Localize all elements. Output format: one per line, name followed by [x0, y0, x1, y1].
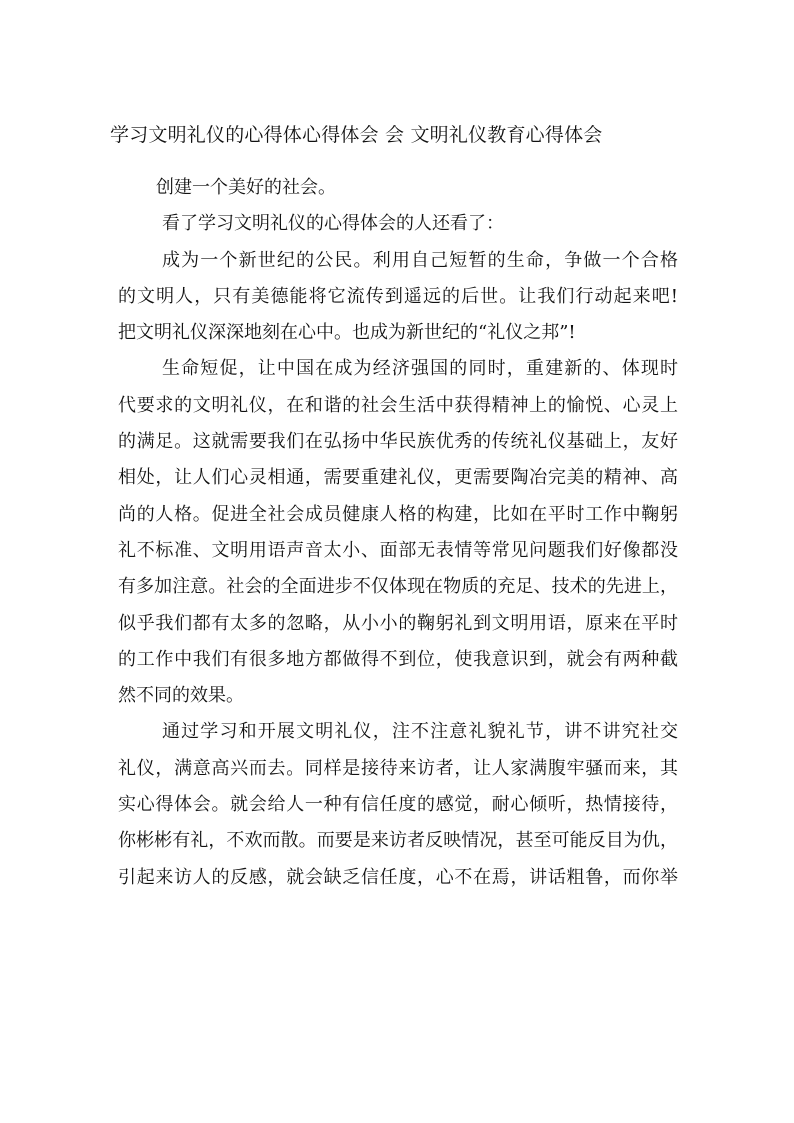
paragraph-line: 把文明礼仪深深地刻在心中。也成为新世纪的“礼仪之邦”!: [118, 322, 576, 344]
paragraph-line: 通过学习和开展文明礼仪，注不注意礼貌礼节，讲不讲究社交: [162, 721, 678, 743]
paragraph-line: 引起来访人的反感，就会缺乏信任度，心不在焉，讲话粗鲁，而你举: [118, 866, 678, 888]
paragraph-line: 的工作中我们有很多地方都做得不到位，使我意识到，就会有两种截: [118, 648, 678, 670]
paragraph-line: 实心得体会。就会给人一种有信任度的感觉，耐心倾听，热情接待，: [118, 794, 678, 816]
paragraph-line: 你彬彬有礼，不欢而散。而要是来访者反映情况，甚至可能反目为仇，: [118, 830, 678, 852]
paragraph-line: 礼不标准、文明用语声音太小、面部无表情等常见问题我们好像都没: [118, 539, 678, 561]
paragraph-line: 相处，让人们心灵相通，需要重建礼仪，更需要陶冶完美的精神、高: [118, 467, 678, 489]
paragraph-line: 的满足。这就需要我们在弘扬中华民族优秀的传统礼仪基础上，友好: [118, 431, 678, 453]
paragraph-line: 礼仪，满意高兴而去。同样是接待来访者，让人家满腹牢骚而来，其: [118, 757, 678, 779]
paragraph-line: 创建一个美好的社会。: [156, 177, 336, 198]
paragraph-line: 有多加注意。社会的全面进步不仅体现在物质的充足、技术的先进上，: [118, 576, 678, 598]
paragraph-line: 代要求的文明礼仪，在和谐的社会生活中获得精神上的愉悦、心灵上: [118, 394, 678, 416]
paragraph-line: 尚的人格。促进全社会成员健康人格的构建，比如在平时工作中鞠躬: [118, 503, 678, 525]
paragraph-line: 的文明人，只有美德能将它流传到遥远的后世。让我们行动起来吧!: [118, 285, 678, 307]
paragraph-line: 然不同的效果。: [118, 685, 244, 707]
paragraph-line: 似乎我们都有太多的忽略，从小小的鞠躬礼到文明用语，原来在平时: [118, 612, 678, 634]
paragraph-line: 成为一个新世纪的公民。利用自己短暂的生命，争做一个合格: [162, 249, 678, 271]
paragraph-line: 看了学习文明礼仪的心得体会的人还看了：: [162, 213, 504, 235]
document-body: [118, 170, 678, 896]
paragraph-line: 生命短促，让中国在成为经济强国的同时，重建新的、体现时: [162, 358, 678, 380]
document-title: 学习文明礼仪的心得体心得体会 会 文明礼仪教育心得体会: [110, 124, 603, 146]
